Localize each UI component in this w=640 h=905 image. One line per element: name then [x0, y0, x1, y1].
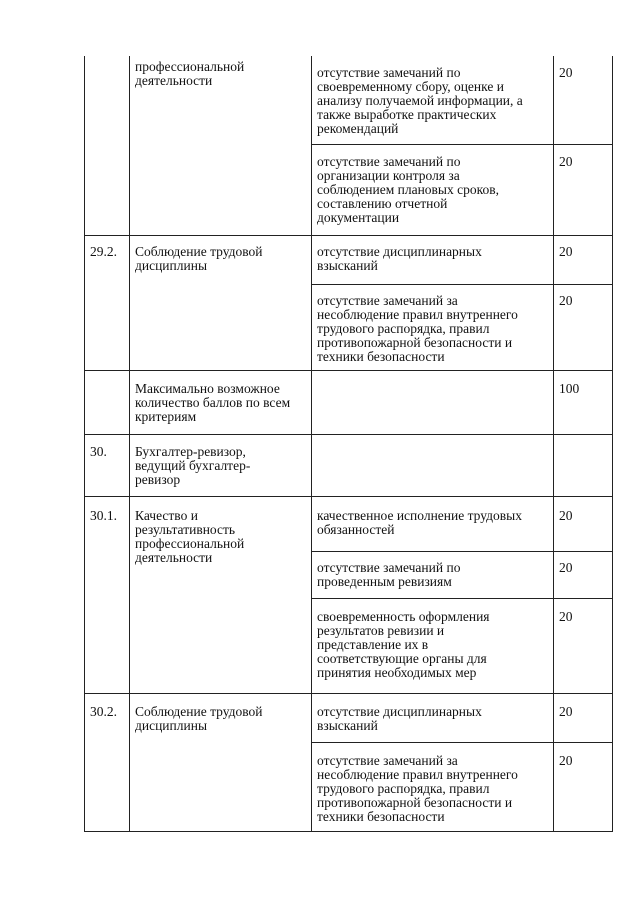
- score-cell: 20: [559, 65, 573, 80]
- item-number: 30.: [90, 444, 107, 459]
- indicator-cell: отсутствие замечаний за несоблюдение правил внутреннего трудового распорядка, правил противопожарной безопасности и техники безопасности: [317, 753, 518, 824]
- item-number: 30.2.: [90, 704, 117, 719]
- indicator-cell: отсутствие замечаний за несоблюдение правил внутреннего трудового распорядка, правил противопожарной безопасности и техники безопасности: [317, 293, 518, 364]
- score-cell: 20: [559, 753, 573, 768]
- score-cell: 20: [559, 293, 573, 308]
- row-divider: [84, 235, 613, 236]
- row-divider: [311, 551, 612, 552]
- score-cell: 20: [559, 244, 573, 259]
- score-cell: 20: [559, 508, 573, 523]
- score-cell: 20: [559, 154, 573, 169]
- row-divider: [84, 370, 613, 371]
- score-total: 100: [559, 381, 580, 396]
- row-divider: [311, 598, 612, 599]
- score-cell: 20: [559, 704, 573, 719]
- row-divider: [311, 144, 612, 145]
- indicator-cell: отсутствие дисциплинарных взысканий: [317, 704, 482, 733]
- item-number: 29.2.: [90, 244, 117, 259]
- indicator-cell: своевременность оформления результатов ревизии и представление их в соответствующие органы для принятия необходимых мер: [317, 609, 490, 680]
- criterion-cell: профессиональной деятельности: [135, 59, 245, 88]
- indicator-cell: отсутствие дисциплинарных взысканий: [317, 244, 482, 273]
- criterion-cell: Соблюдение трудовой дисциплины: [135, 704, 263, 733]
- row-divider: [311, 742, 612, 743]
- indicator-cell: отсутствие замечаний по организации контроля за соблюдением плановых сроков, составлению отчетной документации: [317, 154, 499, 225]
- criterion-cell: Качество и результативность профессиональной деятельности: [135, 508, 245, 565]
- item-number: 30.1.: [90, 508, 117, 523]
- score-cell: 20: [559, 560, 573, 575]
- table-border-right: [612, 56, 613, 832]
- score-cell: 20: [559, 609, 573, 624]
- indicator-cell: отсутствие замечаний по проведенным ревизиям: [317, 560, 461, 589]
- table-border-bottom: [84, 831, 613, 832]
- row-divider: [84, 496, 613, 497]
- criterion-cell: Максимально возможное количество баллов по всем критериям: [135, 381, 291, 424]
- criterion-cell: Соблюдение трудовой дисциплины: [135, 244, 263, 273]
- indicator-cell: отсутствие замечаний по своевременному сбору, оценке и анализу получаемой информации, а также выработке практических рекомендаций: [317, 65, 523, 136]
- indicator-cell: качественное исполнение трудовых обязанностей: [317, 508, 522, 537]
- position-title: Бухгалтер-ревизор, ведущий бухгалтер- ревизор: [135, 444, 251, 487]
- row-divider: [84, 693, 613, 694]
- row-divider: [311, 284, 612, 285]
- row-divider: [84, 434, 613, 435]
- indicator-cell: [312, 378, 553, 382]
